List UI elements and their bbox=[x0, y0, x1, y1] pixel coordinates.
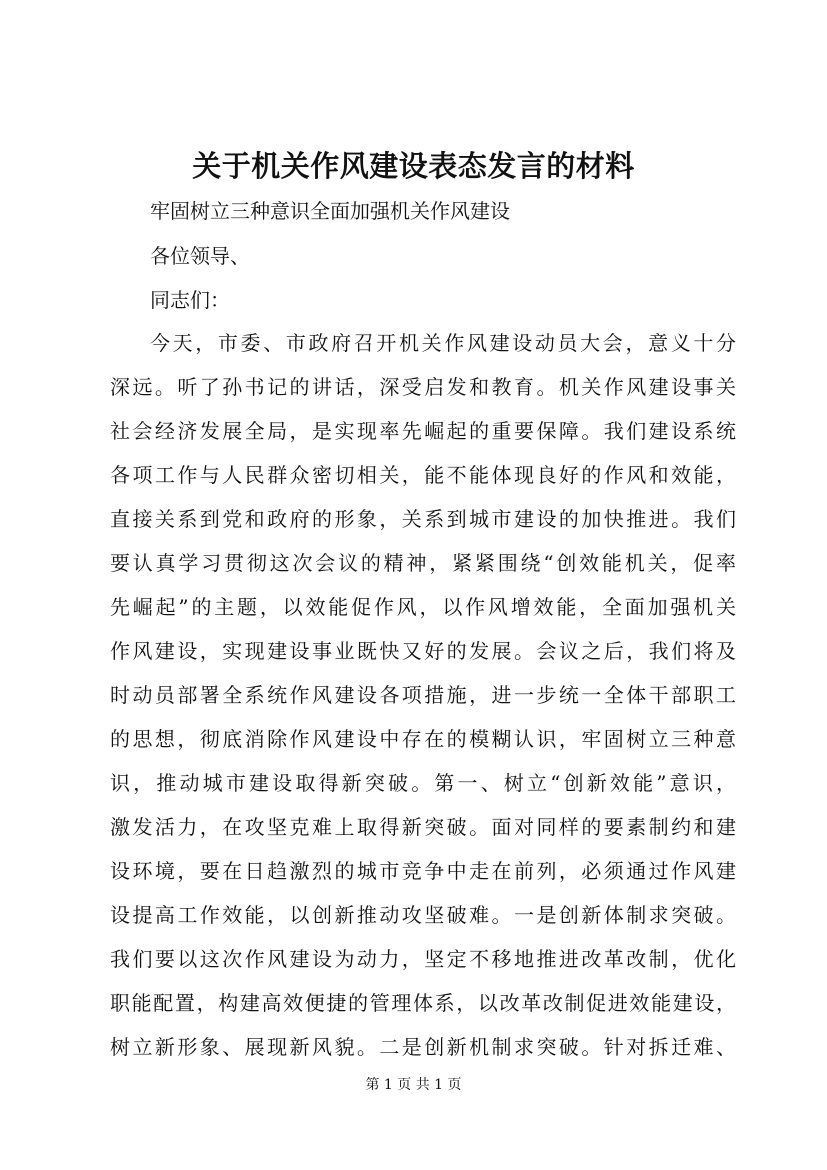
body-line: 我们要以这次作风建设为动力，坚定不移地推进改革改制，优化 bbox=[110, 947, 736, 971]
body-line: 设提高工作效能，以创新推动攻坚破难。一是创新体制求突破。 bbox=[110, 903, 736, 927]
body-line: 的思想，彻底消除作风建设中存在的模糊认识，牢固树立三种意 bbox=[110, 727, 736, 751]
body-line: 社会经济发展全局，是实现率先崛起的重要保障。我们建设系统 bbox=[110, 419, 736, 443]
body-line: 激发活力，在攻坚克难上取得新突破。面对同样的要素制约和建 bbox=[110, 815, 736, 839]
body-line: 要认真学习贯彻这次会议的精神，紧紧围绕“创效能机关，促率 bbox=[110, 551, 736, 575]
body-line: 各项工作与人民群众密切相关，能不能体现良好的作风和效能， bbox=[110, 463, 736, 487]
body-line: 作风建设，实现建设事业既快又好的发展。会议之后，我们将及 bbox=[110, 639, 736, 663]
body-line: 职能配置，构建高效便捷的管理体系，以改革改制促进效能建设， bbox=[110, 991, 736, 1015]
body-line: 设环境，要在日趋激烈的城市竞争中走在前列，必须通过作风建 bbox=[110, 859, 736, 883]
body-line: 时动员部署全系统作风建设各项措施，进一步统一全体干部职工 bbox=[110, 683, 736, 707]
body-line: 深远。听了孙书记的讲话，深受启发和教育。机关作风建设事关 bbox=[110, 375, 736, 399]
body-line: 先崛起”的主题，以效能促作风，以作风增效能，全面加强机关 bbox=[110, 595, 736, 619]
greeting-line-2: 同志们： bbox=[150, 288, 230, 312]
greeting-line-1: 各位领导、 bbox=[150, 244, 250, 268]
body-line: 直接关系到党和政府的形象，关系到城市建设的加快推进。我们 bbox=[110, 507, 736, 531]
document-subtitle: 牢固树立三种意识全面加强机关作风建设 bbox=[150, 199, 510, 223]
body-line: 识，推动城市建设取得新突破。第一、树立“创新效能”意识， bbox=[110, 771, 736, 795]
document-title: 关于机关作风建设表态发言的材料 bbox=[192, 149, 635, 183]
page-number-footer: 第 1 页 共 1 页 bbox=[365, 1077, 462, 1093]
body-line: 树立新形象、展现新风貌。二是创新机制求突破。针对拆迁难、 bbox=[110, 1035, 736, 1059]
body-line: 今天，市委、市政府召开机关作风建设动员大会，意义十分 bbox=[150, 331, 736, 355]
